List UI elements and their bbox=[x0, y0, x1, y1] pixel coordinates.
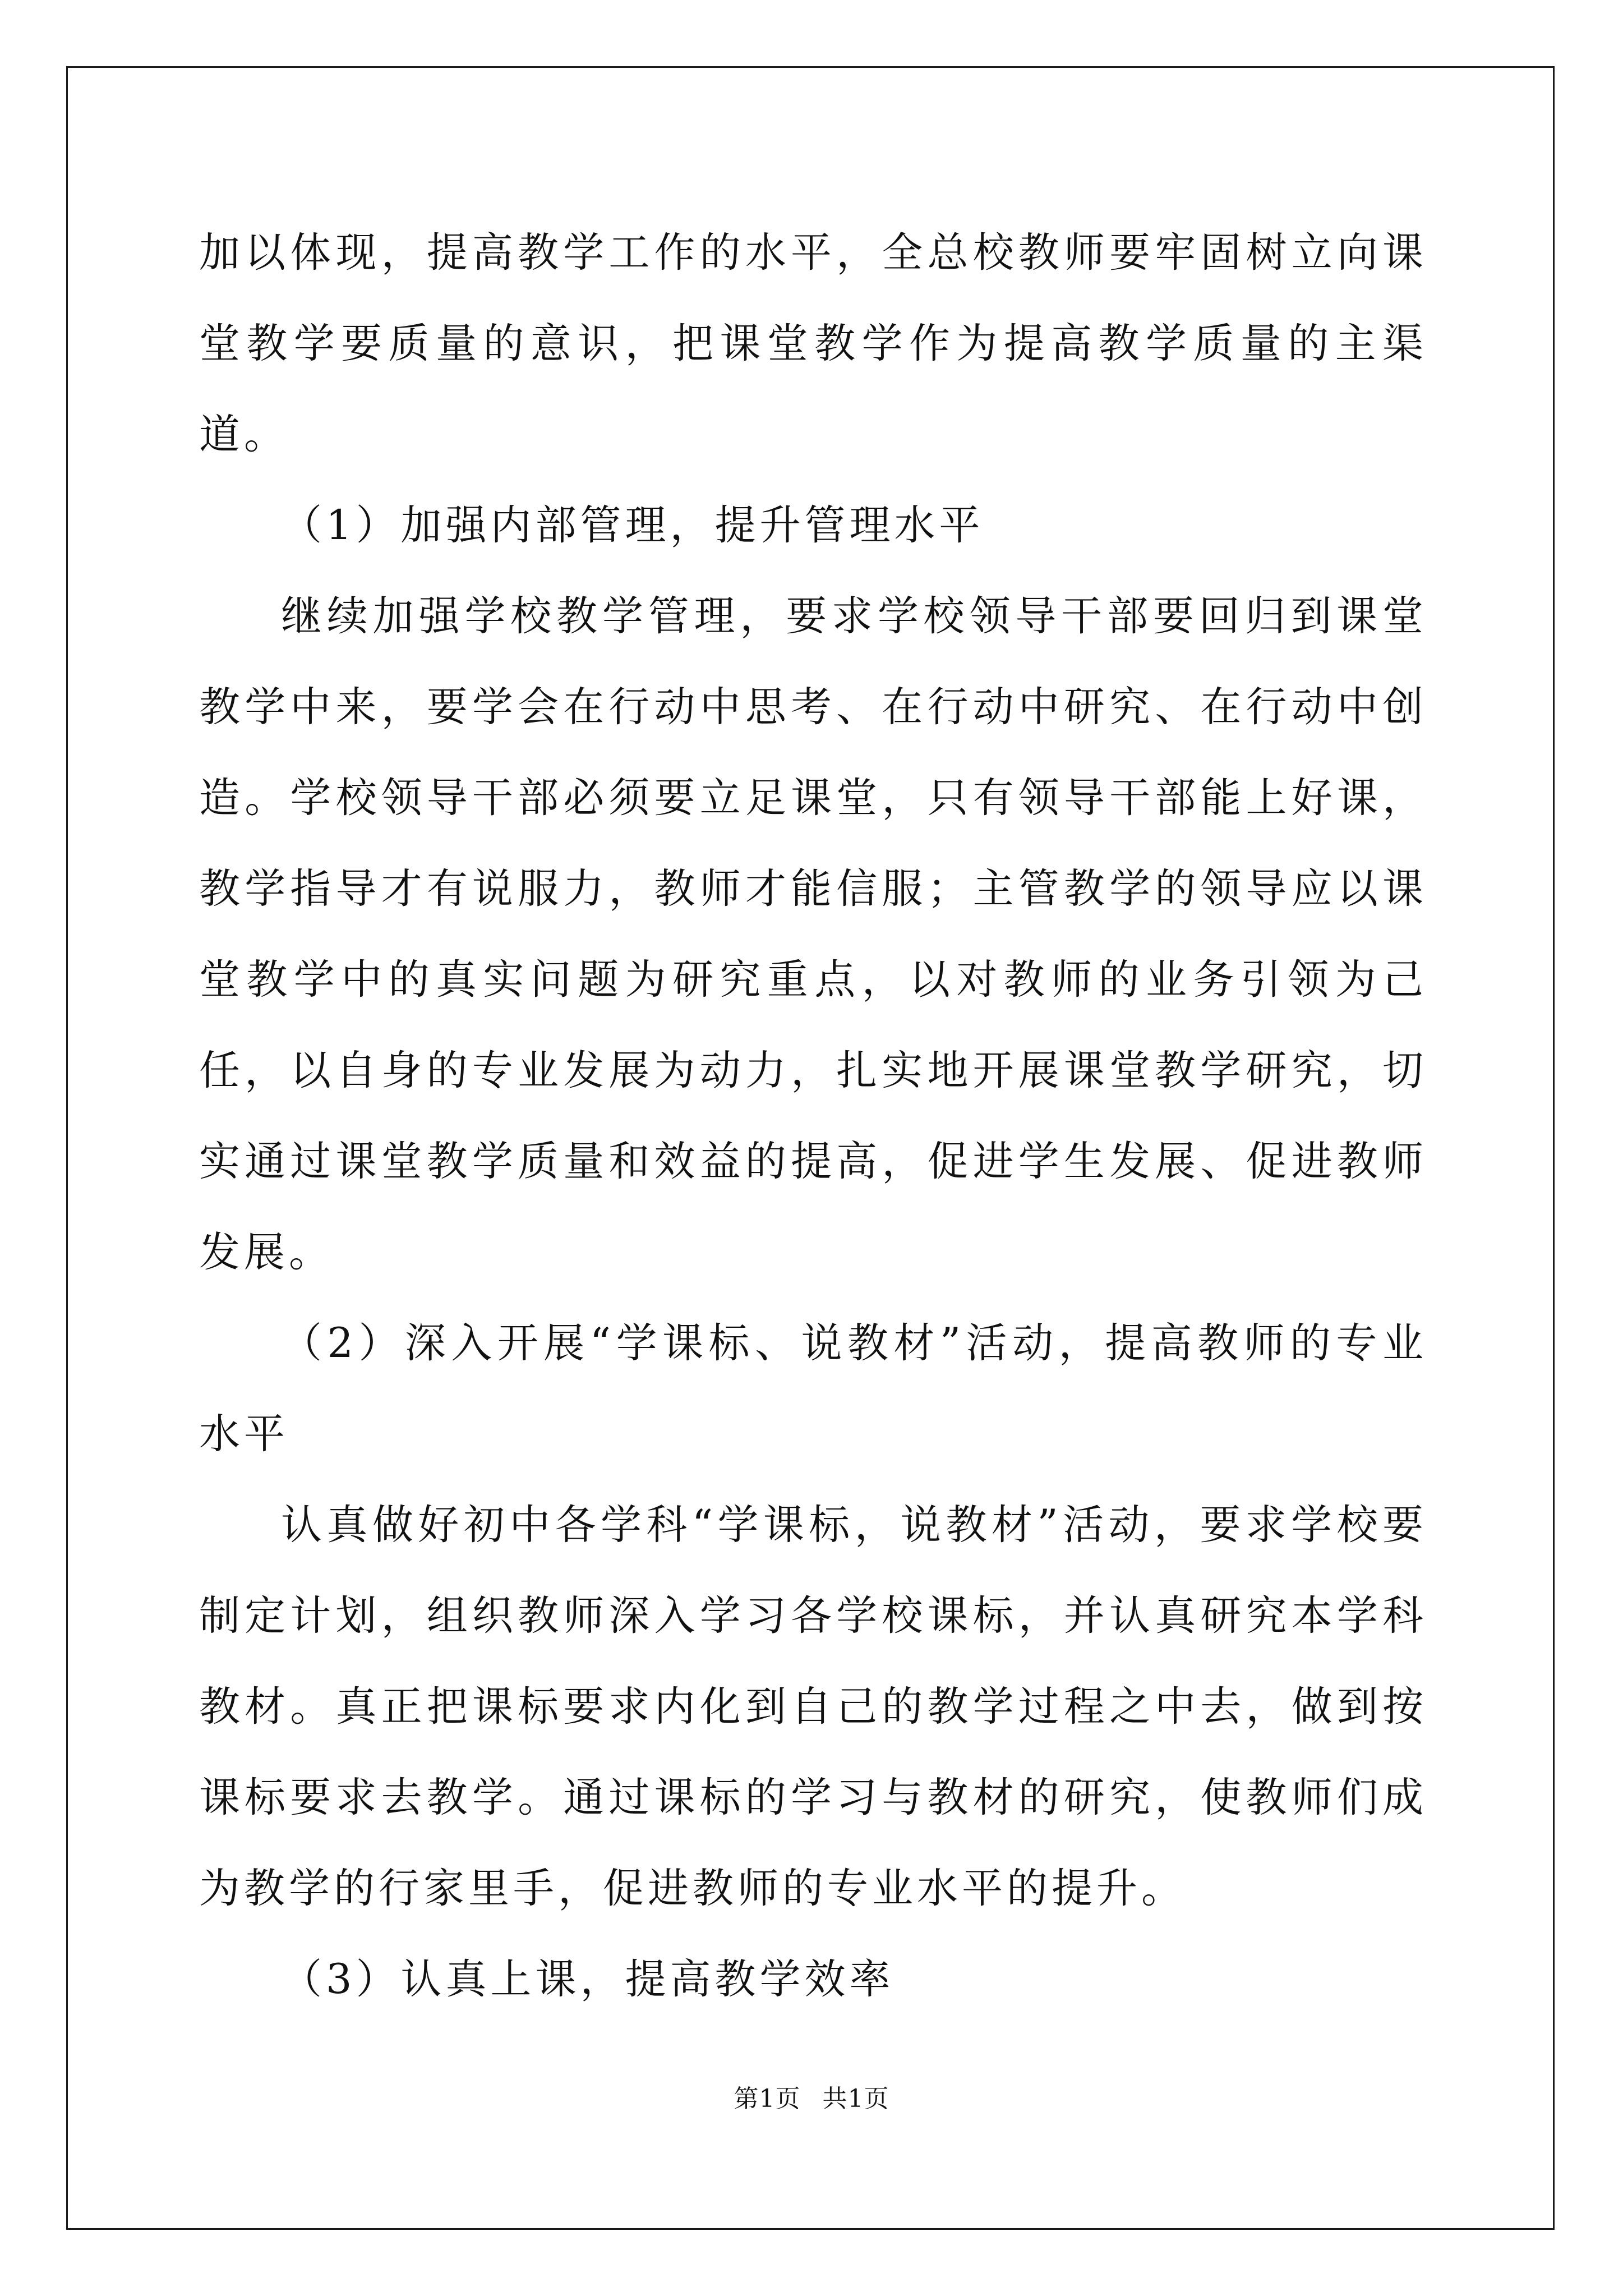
heading-2: （2）深入开展“学课标、说教材”活动，提高教师的专业水平 bbox=[199, 1319, 1427, 1458]
document-body bbox=[199, 208, 1427, 2025]
heading-1: （1）加强内部管理，提升管理水平 bbox=[281, 501, 984, 549]
heading-3: （3）认真上课，提高教学效率 bbox=[281, 1955, 895, 2003]
paragraph-1: 加以体现，提高教学工作的水平，全总校教师要牢固树立向课堂教学要质量的意识，把课堂教学作为提高教学质量的主渠道。 bbox=[199, 229, 1427, 458]
page-current: 第1页 bbox=[734, 2085, 801, 2113]
page-total: 共1页 bbox=[822, 2085, 889, 2113]
paragraph-3: 认真做好初中各学科“学课标，说教材”活动，要求学校要制定计划，组织教师深入学习各学校课标，并认真研究本学科教材。真正把课标要求内化到自己的教学过程之中去，做到按课标要求去教学。通过课标的学习与教材的研究，使教师们成为教学的行家里手，促进教师的专业水平的提升。 bbox=[199, 1501, 1427, 1912]
page-footer bbox=[0, 2078, 1623, 2114]
paragraph-2: 继续加强学校教学管理，要求学校领导干部要回归到课堂教学中来，要学会在行动中思考、在行动中研究、在行动中创造。学校领导干部必须要立足课堂，只有领导干部能上好课，教学指导才有说服力，教师才能信服；主管教学的领导应以课堂教学中的真实问题为研究重点，以对教师的业务引领为己任，以自身的专业发展为动力，扎实地开展课堂教学研究，切实通过课堂教学质量和效益的提高，促进学生发展、促进教师发展。 bbox=[199, 592, 1427, 1276]
